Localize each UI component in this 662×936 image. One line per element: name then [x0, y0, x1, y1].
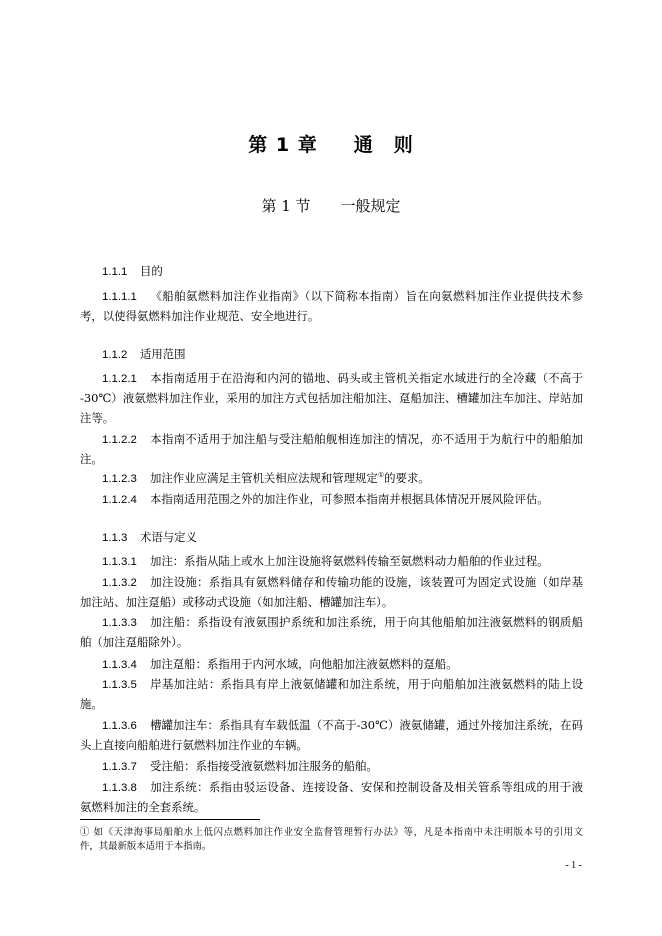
clause-text-tail: 的要求。: [384, 471, 430, 485]
clause-text: 加注船：系指设有液氨围护系统和加注系统，用于向其他船舶加注液氨燃料的钢质船: [150, 615, 583, 629]
clause-text: 岸基加注站：系指具有岸上液氨储罐和加注系统，用于向船舶加注液氨燃料的陆上设: [150, 677, 583, 691]
clause-number: 1.1.3.4: [102, 659, 137, 671]
clause-text: 加注趸船：系指用于内河水域，向他船加注液氨燃料的趸船。: [150, 657, 458, 671]
heading-number: 1.1.3: [102, 532, 128, 544]
chapter-number: 第 1 章: [248, 134, 318, 156]
paragraph-1-1-3-7: [80, 756, 583, 777]
paragraph-1-1-3-2-cont: 加注站、加注趸船）或移动式设施（如加注船、槽罐加注车）。: [80, 595, 394, 609]
paragraph-1-1-1-1: [80, 286, 583, 307]
clause-number: 1.1.2.3: [102, 473, 137, 485]
paragraph-1-1-2-1: [80, 368, 583, 389]
paragraph-1-1-3-5: [80, 674, 583, 695]
clause-text: 加注设施：系指具有氨燃料储存和传输功能的设施，该装置可为固定式设施（如岸基: [150, 575, 583, 589]
paragraph-1-1-2-2: [80, 429, 583, 450]
paragraph-1-1-3-6: [80, 715, 583, 736]
clause-number: 1.1.3.5: [102, 679, 137, 691]
clause-number: 1.1.2.1: [102, 373, 137, 385]
clause-number: 1.1.3.8: [102, 782, 137, 794]
paragraph-1-1-3-3: [80, 612, 583, 633]
page-number: - 1 -: [565, 860, 582, 871]
clause-text: 受注船：系指接受液氨燃料加注服务的船舶。: [150, 759, 378, 773]
heading-number: 1.1.2: [102, 349, 128, 361]
paragraph-1-1-3-2: [80, 572, 583, 593]
paragraph-1-1-2-1-cont2: 注等。: [80, 411, 115, 425]
heading-1-1-2: [80, 345, 583, 365]
footnote-line-1: ① 如《天津海事局船舶水上低闪点燃料加注作业安全监督管理暂行办法》等，凡是本指南中未注明版本号的引用文: [80, 827, 583, 838]
clause-number: 1.1.3.6: [102, 720, 137, 732]
paragraph-1-1-3-5-cont: 施。: [80, 697, 103, 711]
clause-text: 加注：系指从陆上或水上加注设施将氨燃料传输至氨燃料动力船舶的作业过程。: [150, 554, 549, 568]
clause-number: 1.1.3.2: [102, 577, 137, 589]
paragraph-1-1-2-1-cont: -30℃）液氨燃料加注作业，采用的加注方式包括加注船加注、趸船加注、槽罐加注车加注、岸站加: [80, 391, 583, 405]
clause-text: 本指南适用于在沿海和内河的锚地、码头或主管机关指定水域进行的全冷藏（不高于: [150, 371, 583, 385]
paragraph-1-1-2-4: [80, 489, 583, 510]
clause-text: 槽罐加注车：系指具有车载低温（不高于-30℃）液氨储罐，通过外接加注系统，在码: [150, 718, 583, 732]
heading-text: 适用范围: [140, 349, 186, 361]
paragraph-1-1-3-3-cont: 舶（加注趸船除外）。: [80, 635, 189, 649]
clause-number: 1.1.3.7: [102, 761, 137, 773]
clause-text: 加注系统：系指由驳运设备、连接设备、安保和控制设备及相关管系等组成的用于液: [150, 780, 583, 794]
paragraph-1-1-2-2-cont: 注。: [80, 452, 103, 466]
footnote-line-2: 件，其最新版本适用于本指南。: [80, 841, 212, 852]
paragraph-1-1-3-1: [80, 551, 583, 572]
clause-number: 1.1.3.1: [102, 556, 137, 568]
paragraph-1-1-2-3: [80, 468, 583, 489]
heading-text: 目的: [140, 266, 163, 278]
clause-number: 1.1.3.3: [102, 617, 137, 629]
paragraph-1-1-3-4: [80, 654, 583, 675]
clause-text: 本指南不适用于加注船与受注船舶舰相连加注的情况，亦不适用于为航行中的船舶加: [150, 432, 583, 446]
section-number: 第 1 节: [261, 197, 311, 215]
chapter-name: 通 则: [353, 134, 414, 156]
chapter-title: [0, 130, 662, 157]
footnote-divider: [80, 819, 260, 820]
section-title: [0, 195, 662, 216]
heading-1-1-1: [80, 262, 583, 282]
footnote: [80, 826, 583, 854]
paragraph-1-1-3-8: [80, 777, 583, 798]
heading-number: 1.1.1: [102, 266, 128, 278]
clause-text: 本指南适用范围之外的加注作业，可参照本指南并根据具体情况开展风险评估。: [150, 492, 549, 506]
paragraph-1-1-1-1-cont: 考，以使得氨燃料加注作业规范、安全地进行。: [80, 309, 320, 323]
clause-text: 《船舶氨燃料加注作业指南》（以下简称本指南）旨在向氨燃料加注作业提供技术参: [150, 289, 583, 303]
clause-number: 1.1.2.4: [102, 494, 137, 506]
clause-number: 1.1.1.1: [102, 291, 137, 303]
heading-1-1-3: [80, 528, 583, 548]
clause-number: 1.1.2.2: [102, 434, 137, 446]
heading-text: 术语与定义: [140, 532, 197, 544]
paragraph-1-1-3-6-cont: 头上直接向船舶进行氨燃料加注作业的车辆。: [80, 738, 308, 752]
footnote-ref[interactable]: ①: [377, 471, 385, 480]
clause-text: 加注作业应满足主管机关相应法规和管理规定: [150, 471, 378, 485]
section-name: 一般规定: [340, 197, 401, 215]
paragraph-1-1-3-8-cont: 氨燃料加注的全套系统。: [80, 800, 206, 814]
